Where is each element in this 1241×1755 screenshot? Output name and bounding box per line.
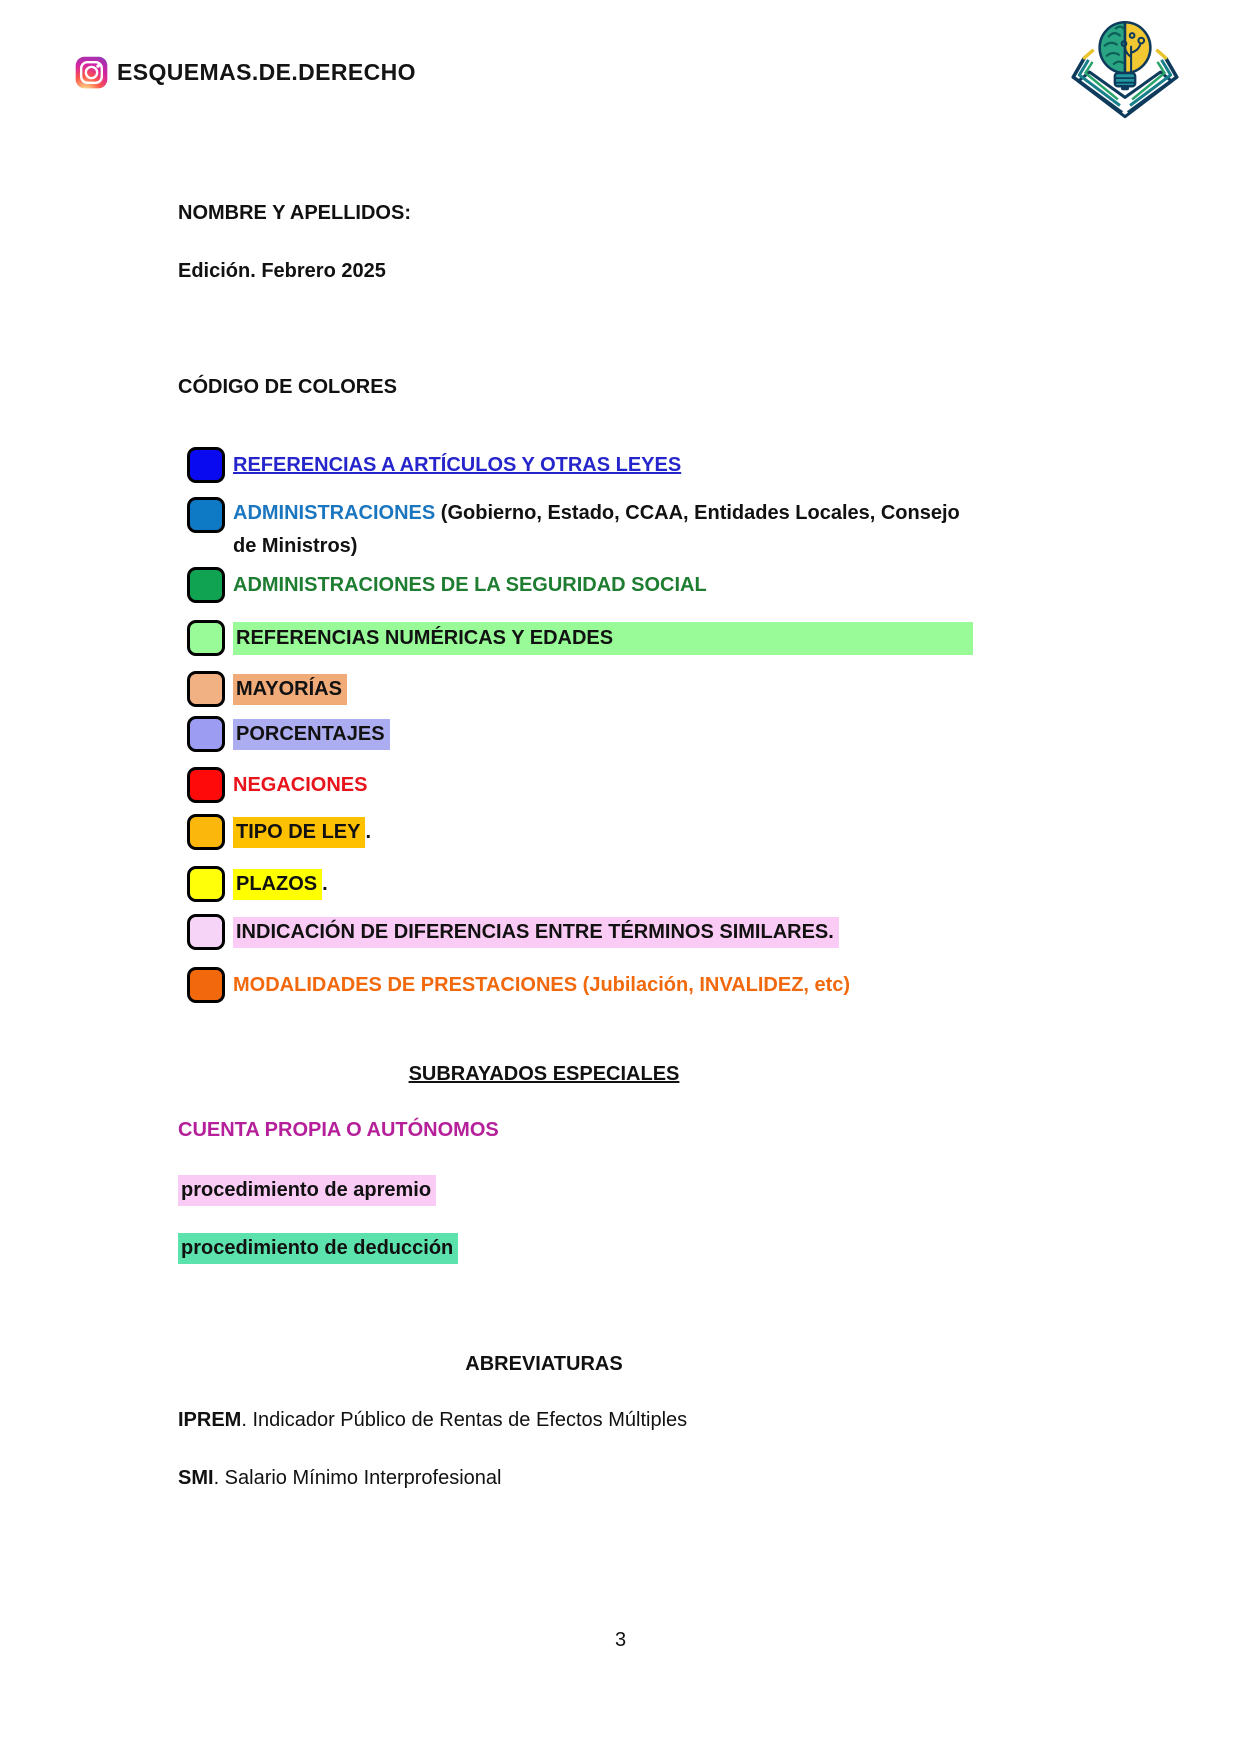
brain-bulb-book-logo-icon [1058,14,1192,131]
legend-label-rest-line2: de Ministros) [233,535,358,557]
instagram-icon [75,56,108,89]
legend-row-referencias-articulos [187,447,681,483]
legend-label-highlighted: REFERENCIAS NUMÉRICAS Y EDADES [233,622,973,655]
color-swatch [187,967,225,1003]
edition-line: Edición. Febrero 2025 [178,260,386,282]
color-swatch [187,914,225,950]
color-swatch [187,716,225,752]
abbr-iprem-line [178,1408,687,1432]
legend-row-negaciones [187,767,367,803]
highlighted-text: procedimiento de apremio [178,1175,436,1206]
color-swatch [187,866,225,902]
legend-label-highlighted: MAYORÍAS [233,674,347,705]
legend-row-mayorias [187,671,347,707]
legend-label-highlighted: INDICACIÓN DE DIFERENCIAS ENTRE TÉRMINOS SIMILARES. [233,917,839,948]
legend-label: REFERENCIAS A ARTÍCULOS Y OTRAS LEYES [233,453,682,476]
legend-label [233,497,960,563]
legend-label-rest: (Gobierno, Estado, CCAA, Entidades Locales, Consejo [435,502,960,524]
color-code-title: CÓDIGO DE COLORES [178,376,397,398]
legend-label: MODALIDADES DE PRESTACIONES (Jubilación, INVALIDEZ, etc) [233,973,851,996]
legend-row-indicacion-diferencias [187,914,839,950]
brand [75,56,416,89]
legend-row-modalidades [187,967,850,1003]
color-swatch [187,620,225,656]
legend-row-plazos [187,866,328,902]
abbr-term: SMI [178,1467,214,1489]
color-swatch [187,671,225,707]
brand-name: ESQUEMAS.DE.DERECHO [117,59,416,85]
legend-label-highlighted: PORCENTAJES [233,719,390,750]
page-number: 3 [614,1629,627,1651]
abbr-definition: . Indicador Público de Rentas de Efectos Múltiples [241,1409,688,1431]
cuenta-propia-line: CUENTA PROPIA O AUTÓNOMOS [178,1119,499,1141]
special-underlines-title: SUBRAYADOS ESPECIALES [408,1063,680,1085]
abbr-smi-line [178,1466,501,1490]
legend-row-tipo-de-ley [187,814,371,850]
procedimiento-deduccion-line [178,1233,458,1264]
legend-label-highlighted: TIPO DE LEY [233,817,365,848]
legend-row-referencias-numericas [187,620,973,656]
abbr-definition: . Salario Mínimo Interprofesional [213,1467,502,1489]
legend-row-seguridad-social [187,567,707,603]
legend-row-administraciones [187,497,960,563]
color-swatch [187,814,225,850]
legend-label-suffix: . [365,820,372,843]
legend-label: ADMINISTRACIONES DE LA SEGURIDAD SOCIAL [233,573,707,596]
highlighted-text: procedimiento de deducción [178,1233,458,1264]
legend-label-suffix: . [322,872,328,895]
procedimiento-apremio-line [178,1175,436,1206]
color-swatch [187,767,225,803]
name-label: NOMBRE Y APELLIDOS: [178,202,411,224]
legend-label-colored: ADMINISTRACIONES [233,502,436,524]
color-swatch [187,447,225,483]
abbr-term: IPREM [178,1409,242,1431]
legend-row-porcentajes [187,716,390,752]
legend-label: NEGACIONES [233,773,368,796]
color-swatch [187,497,225,533]
color-swatch [187,567,225,603]
legend-label-highlighted: PLAZOS [233,869,322,900]
abbreviations-title: ABREVIATURAS [465,1353,623,1375]
